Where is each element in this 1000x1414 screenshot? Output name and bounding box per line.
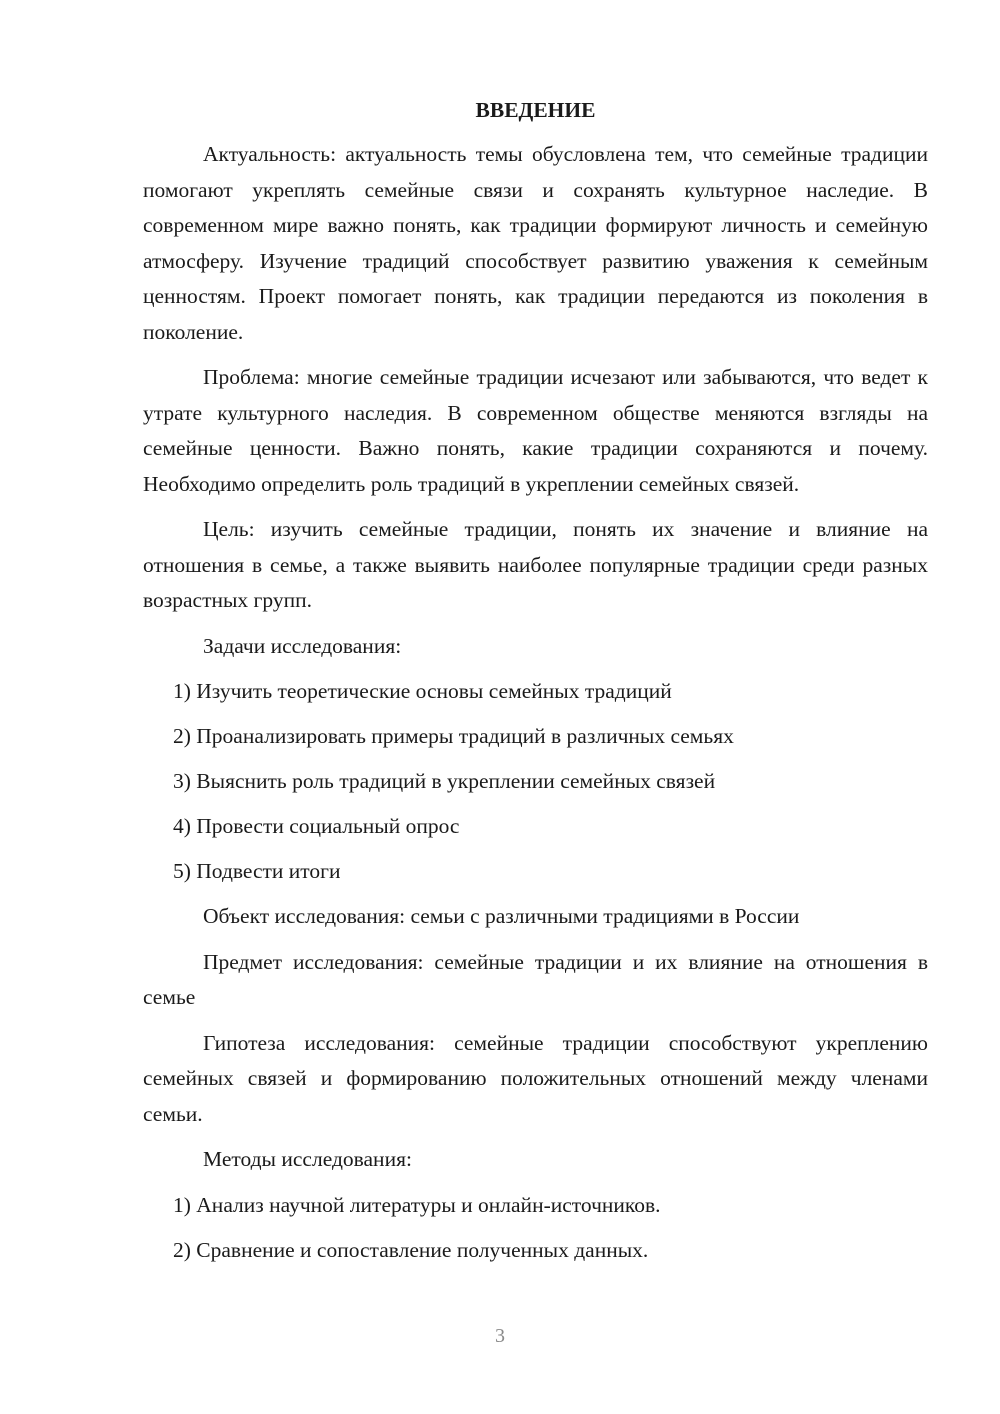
subject-paragraph: Предмет исследования: семейные традиции и их влияние на отношения в семье [143, 949, 928, 1009]
tasks-heading: Задачи исследования: [203, 633, 402, 658]
list-item: 5) Подвести итоги [173, 859, 341, 883]
page-title: ВВЕДЕНИЕ [475, 98, 596, 122]
list-item: 4) Провести социальный опрос [173, 814, 460, 838]
tasks-list [143, 674, 928, 890]
methods-list [143, 1188, 928, 1269]
methods-heading: Методы исследования: [203, 1147, 412, 1171]
relevance-paragraph: Актуальность: актуальность темы обусловлена тем, что семейные традиции помогают укреплять семейные связи и сохранять культурное наследие. В современном мире важно понять, как традиции формируют личность и семейную атмосферу. Изучение традиций способствует развитию уважения к семейным ценностям. Проект помогает понять, как традиции передаются из поколения в поколение. [143, 142, 928, 344]
list-item: 3) Выяснить роль традиций в укреплении семейных связей [173, 769, 716, 793]
goal-paragraph: Цель: изучить семейные традиции, понять их значение и влияние на отношения в семье, а также выявить наиболее популярные традиции среди разных возрастных групп. [143, 517, 928, 612]
object-line: Объект исследования: семьи с различными традициями в России [203, 904, 800, 928]
list-item: 1) Изучить теоретические основы семейных традиций [173, 679, 672, 703]
list-item: 2) Проанализировать примеры традиций в различных семьях [173, 724, 734, 748]
hypothesis-paragraph: Гипотеза исследования: семейные традиции способствуют укреплению семейных связей и формированию положительных отношений между членами семьи. [143, 1030, 928, 1126]
list-item: 2) Сравнение и сопоставление полученных данных. [173, 1237, 649, 1262]
list-item: 1) Анализ научной литературы и онлайн-источников. [173, 1192, 661, 1217]
problem-paragraph: Проблема: многие семейные традиции исчезают или забываются, что ведет к утрате культурного наследия. В современном обществе меняются взгляды на семейные ценности. Важно понять, какие традиции сохраняются и почему. Необходимо определить роль традиций в укреплении семейных связей. [143, 365, 928, 496]
document-page [143, 90, 928, 1278]
page-number: 3 [495, 1325, 505, 1347]
